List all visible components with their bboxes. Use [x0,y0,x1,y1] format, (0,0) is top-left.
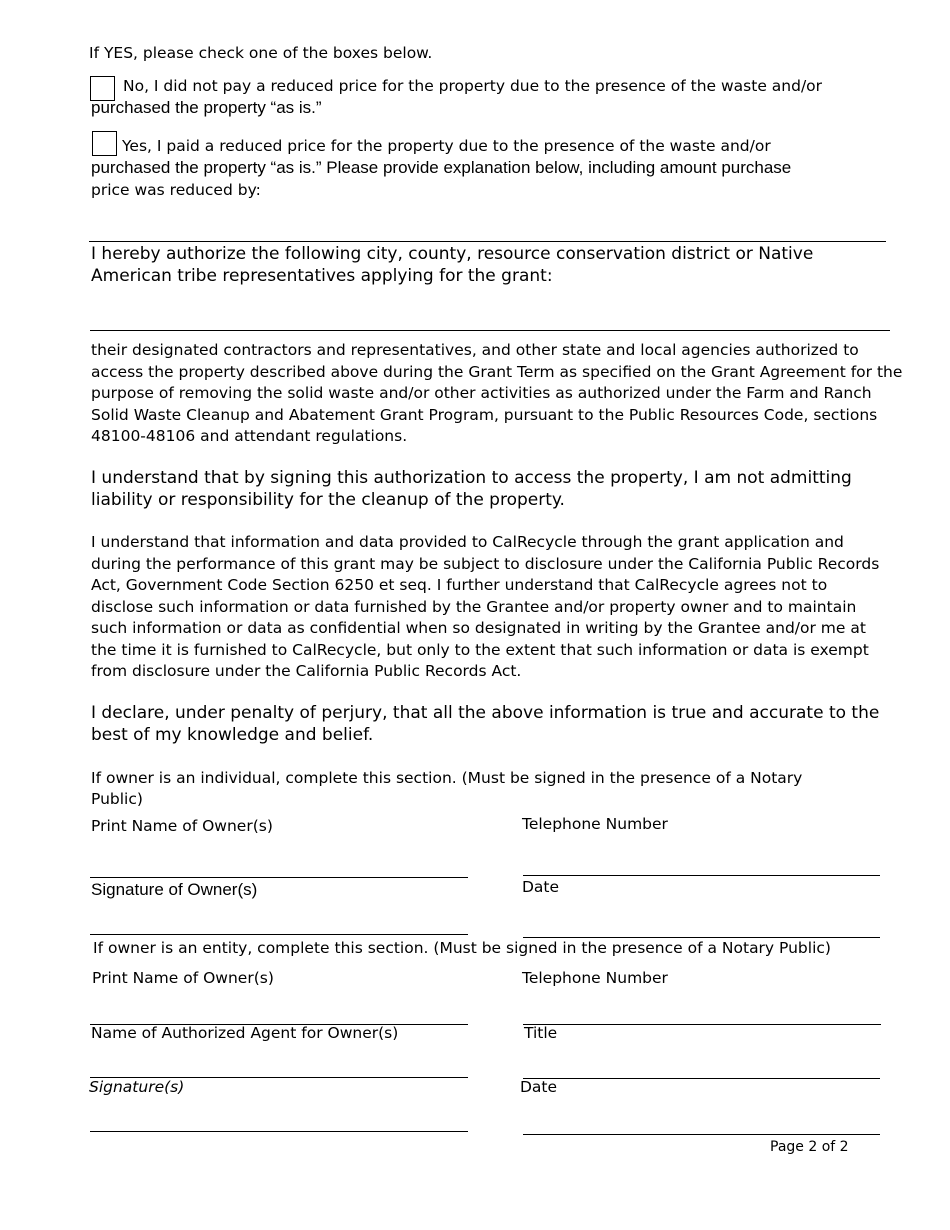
individual-date-label: Date [522,878,560,896]
representatives-line[interactable] [90,330,890,331]
entity-date-line[interactable] [523,1134,880,1135]
no-reduced-price-label-cont: purchased the property “as is.” [91,98,322,117]
individual-signature-line[interactable] [90,934,468,935]
individual-print-name-line[interactable] [90,877,468,878]
page-number: Page 2 of 2 [770,1139,849,1155]
entity-signature-line[interactable] [90,1131,468,1132]
authorization-intro-cont: American tribe representatives applying for the grant: [91,266,553,286]
liability-paragraph: I understand that by signing this authorization to access the property, I am not admitting liability or responsibility for the cleanup of the property. [91,468,852,510]
individual-signature-label: Signature of Owner(s) [91,880,258,899]
explanation-line[interactable] [89,241,886,242]
entity-title-line[interactable] [523,1078,880,1079]
yes-reduced-price-label-cont2: price was reduced by: [91,181,261,199]
entity-instruction: If owner is an entity, complete this section. (Must be signed in the presence of a Notary Public) [93,939,831,957]
entity-agent-label: Name of Authorized Agent for Owner(s) [91,1024,399,1042]
individual-print-name-label: Print Name of Owner(s) [91,817,273,835]
yes-reduced-price-checkbox[interactable] [92,131,117,156]
entity-print-name-label: Print Name of Owner(s) [92,969,274,987]
yes-reduced-price-label-cont: purchased the property “as is.” Please provide explanation below, including amount purchase [91,158,792,177]
entity-telephone-label: Telephone Number [522,969,668,987]
entity-date-label: Date [520,1078,558,1096]
individual-telephone-line[interactable] [523,875,880,876]
entity-signature-label: Signature(s) [89,1078,185,1096]
entity-title-label: Title [524,1024,558,1042]
yes-reduced-price-label: Yes, I paid a reduced price for the property due to the presence of the waste and/or [122,137,771,155]
individual-instruction-cont: Public) [91,790,143,808]
authorization-intro: I hereby authorize the following city, county, resource conservation district or Native [91,244,814,264]
individual-instruction: If owner is an individual, complete this section. (Must be signed in the presence of a Notary [91,769,803,787]
if-yes-instruction: If YES, please check one of the boxes below. [89,44,433,62]
disclosure-paragraph: I understand that information and data provided to CalRecycle through the grant application and during the performance of this grant may be subject to disclosure under the California Public Records Act, Government Code Section 6250 et seq. I further understand that CalRecycle agrees not to disclose such information or data furnished by the Grantee and/or property owner and to maintain such information or data as confidential when so designated in writing by the Grantee and/or me at the time it is furnished to CalRecycle, but only to the extent that such information or data is exempt from disclosure under the California Public Records Act. [91,533,880,680]
individual-telephone-label: Telephone Number [522,815,668,833]
declaration-paragraph: I declare, under penalty of perjury, that all the above information is true and accurate to the best of my knowledge and belief. [91,703,880,745]
no-reduced-price-label: No, I did not pay a reduced price for the property due to the presence of the waste and/or [123,77,823,95]
contractors-paragraph: their designated contractors and representatives, and other state and local agencies authorized to access the property described above during the Grant Term as specified on the Grant Agreement for the purpose of removing the solid waste and/or other activities as authorized under the Farm and Ranch Solid Waste Cleanup and Abatement Grant Program, pursuant to the Public Resources Code, sections 48100-48106 and attendant regulations. [91,341,903,445]
entity-telephone-line[interactable] [523,1024,881,1025]
